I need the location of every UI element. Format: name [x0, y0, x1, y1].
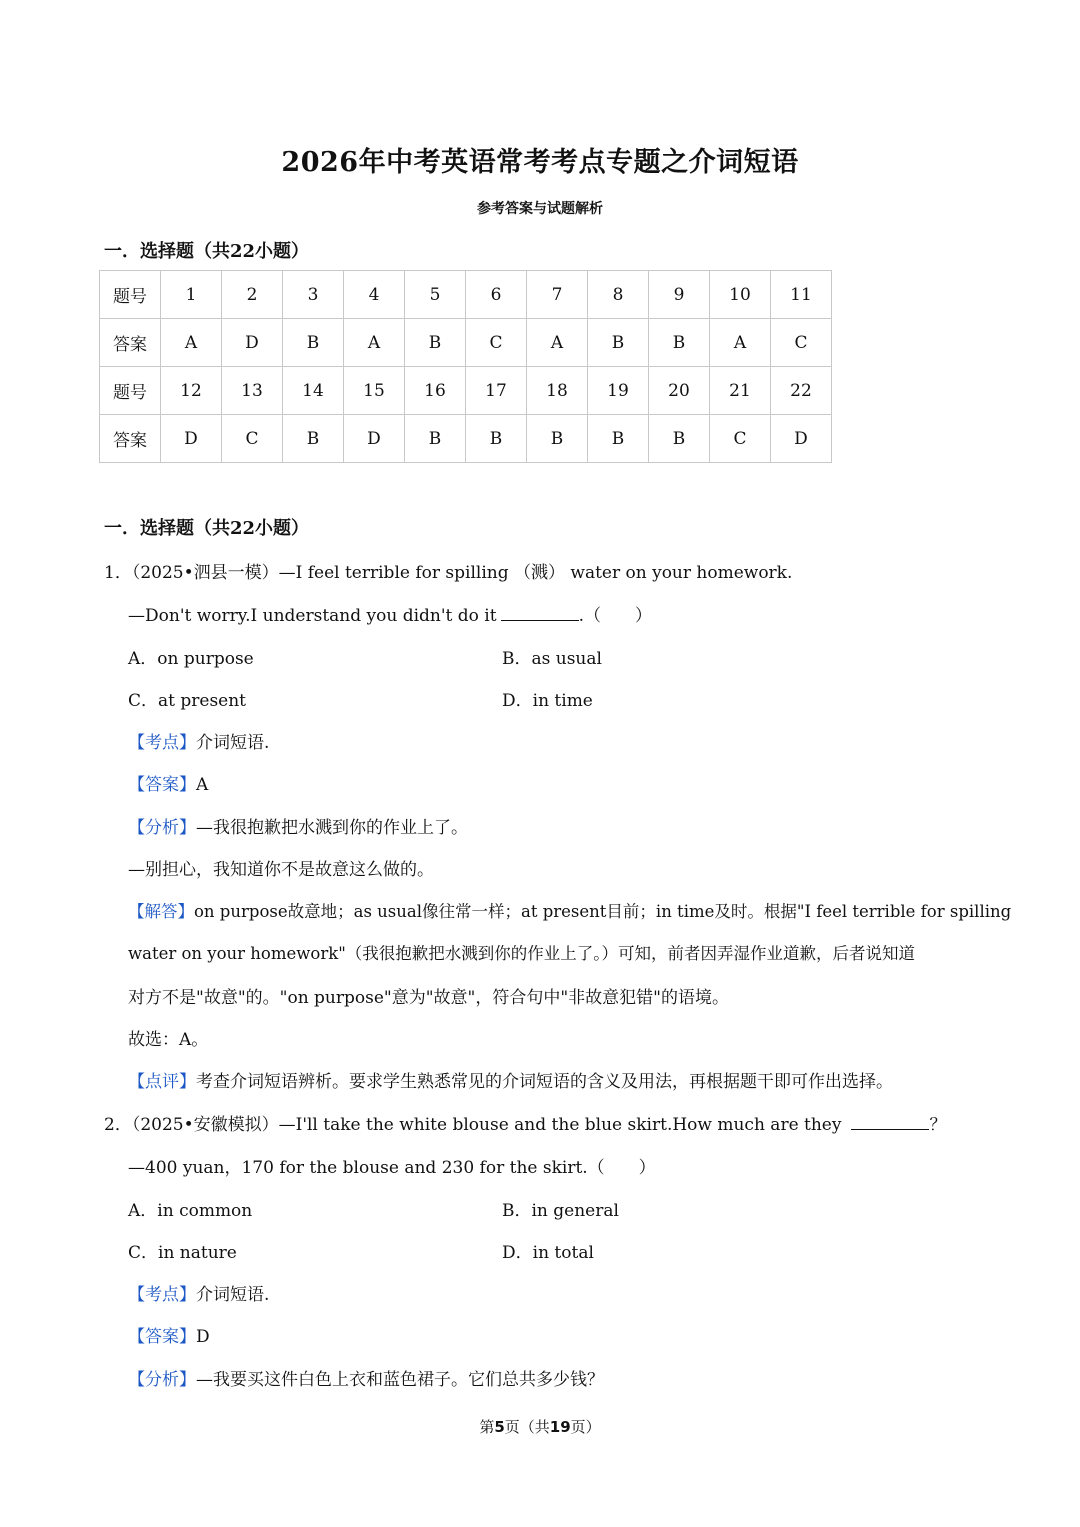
table-row	[100, 319, 832, 367]
table-cell: 13	[222, 367, 283, 415]
section-heading-questions: 一．选择题（共22小题）	[104, 518, 310, 539]
table-cell: B	[527, 415, 588, 463]
question-2-answer	[128, 1322, 210, 1347]
table-cell: A	[527, 319, 588, 367]
question-2-option-c: C．in nature	[128, 1243, 237, 1263]
daan-text: D	[196, 1327, 210, 1347]
table-cell: A	[344, 319, 405, 367]
table-row-header: 答案	[100, 319, 161, 367]
jieda-text-1: on purpose故意地；as usual像往常一样；at present目前；in time及时。根据"I feel terrible for spilling	[194, 902, 1012, 921]
table-row	[100, 415, 832, 463]
question-1-solution-3: 对方不是"故意"的。"on purpose"意为"故意"，符合句中"非故意犯错"的语境。	[128, 988, 730, 1008]
kaodian-text: 介词短语.	[196, 733, 270, 753]
table-cell: A	[161, 319, 222, 367]
table-cell: B	[283, 415, 344, 463]
table-cell: 9	[649, 271, 710, 319]
table-cell: 7	[527, 271, 588, 319]
table-cell: 21	[710, 367, 771, 415]
table-cell: D	[771, 415, 832, 463]
table-cell: D	[222, 319, 283, 367]
table-cell: 19	[588, 367, 649, 415]
fenxi-text: —我很抱歉把水溅到你的作业上了。	[196, 818, 468, 838]
question-1-line2	[128, 601, 652, 626]
table-cell: B	[649, 319, 710, 367]
question-2-analysis	[128, 1365, 604, 1390]
question-1-option-d: D．in time	[502, 691, 593, 711]
table-cell: 17	[466, 367, 527, 415]
question-2-stem-text: 2．（2025•安徽模拟）—I'll take the white blouse and the blue skirt.How much are they	[104, 1115, 842, 1135]
question-1-solution-2: water on your homework"（我很抱歉把水溅到你的作业上了。）可知，前者因弄湿作业道歉，后者说知道	[128, 944, 916, 963]
footer-mid: 页（共	[504, 1418, 550, 1436]
table-cell: C	[710, 415, 771, 463]
table-cell: B	[405, 319, 466, 367]
daan-text: A	[196, 775, 209, 795]
answer-blank	[501, 602, 579, 621]
question-2-option-a: A．in common	[128, 1201, 253, 1221]
kaodian-tag: 【考点】	[128, 733, 196, 753]
table-cell: 12	[161, 367, 222, 415]
footer-total-pages: 19	[549, 1418, 571, 1436]
jieda-tag: 【解答】	[128, 902, 194, 921]
fenxi-text: —我要买这件白色上衣和蓝色裙子。它们总共多少钱？	[196, 1370, 604, 1390]
question-1-kaodian	[128, 728, 269, 753]
dianping-tag: 【点评】	[128, 1072, 196, 1092]
section-heading-answers: 一．选择题（共22小题）	[104, 241, 310, 262]
question-2-line2: —400 yuan，170 for the blouse and 230 for the skirt.（ ）	[128, 1158, 656, 1178]
question-1-choice: 故选：A。	[128, 1030, 209, 1050]
question-1-option-c: C．at present	[128, 691, 247, 711]
daan-tag: 【答案】	[128, 1327, 196, 1347]
footer-post: 页）	[570, 1418, 601, 1436]
question-1-option-b: B．as usual	[502, 649, 602, 669]
table-cell: C	[466, 319, 527, 367]
table-cell: 18	[527, 367, 588, 415]
answer-blank	[851, 1111, 929, 1130]
table-cell: 15	[344, 367, 405, 415]
question-1-line2-text: —Don't worry.I understand you didn't do it	[128, 606, 497, 626]
table-cell: C	[222, 415, 283, 463]
table-cell: 22	[771, 367, 832, 415]
fenxi-tag: 【分析】	[128, 818, 196, 838]
page-footer	[0, 1416, 1080, 1437]
footer-page-number: 5	[494, 1418, 505, 1436]
dianping-text: 考查介词短语辨析。要求学生熟悉常见的介词短语的含义及用法，再根据题干即可作出选择。	[196, 1072, 893, 1092]
fenxi-tag: 【分析】	[128, 1370, 196, 1390]
table-cell: B	[588, 319, 649, 367]
question-1-analysis	[128, 813, 468, 838]
question-2-stem-end: ？	[929, 1115, 947, 1135]
table-cell: B	[405, 415, 466, 463]
table-cell: 10	[710, 271, 771, 319]
daan-tag: 【答案】	[128, 775, 196, 795]
table-cell: 20	[649, 367, 710, 415]
table-cell: 14	[283, 367, 344, 415]
table-cell: D	[344, 415, 405, 463]
table-cell: A	[710, 319, 771, 367]
document-subtitle: 参考答案与试题解析	[477, 201, 603, 217]
footer-pre: 第	[479, 1418, 495, 1436]
question-2-stem	[104, 1110, 946, 1135]
table-cell: B	[466, 415, 527, 463]
question-1-solution	[128, 898, 1011, 922]
table-row	[100, 367, 832, 415]
kaodian-tag: 【考点】	[128, 1285, 196, 1305]
answer-table	[99, 270, 832, 463]
kaodian-text: 介词短语.	[196, 1285, 270, 1305]
question-1-option-a: A．on purpose	[128, 649, 254, 669]
question-1-analysis-2: —别担心，我知道你不是故意这么做的。	[128, 860, 434, 880]
question-1-comment	[128, 1067, 893, 1092]
table-cell: 11	[771, 271, 832, 319]
table-row-header: 题号	[100, 367, 161, 415]
table-cell: C	[771, 319, 832, 367]
table-cell: 8	[588, 271, 649, 319]
question-1-stem: 1．（2025•泗县一模）—I feel terrible for spilling （溅） water on your homework.	[104, 563, 793, 583]
table-row	[100, 271, 832, 319]
table-row-header: 答案	[100, 415, 161, 463]
table-cell: 5	[405, 271, 466, 319]
table-cell: 4	[344, 271, 405, 319]
table-cell: 6	[466, 271, 527, 319]
table-cell: 1	[161, 271, 222, 319]
question-2-option-b: B．in general	[502, 1201, 619, 1221]
table-cell: B	[649, 415, 710, 463]
question-2-kaodian	[128, 1280, 269, 1305]
table-cell: 16	[405, 367, 466, 415]
question-1-line2-end: .（ ）	[578, 606, 652, 626]
document-title: 2026年中考英语常考考点专题之介词短语	[281, 147, 799, 178]
table-row-header: 题号	[100, 271, 161, 319]
table-cell: B	[588, 415, 649, 463]
question-1-answer	[128, 770, 208, 795]
table-cell: 3	[283, 271, 344, 319]
table-cell: B	[283, 319, 344, 367]
question-2-option-d: D．in total	[502, 1243, 594, 1263]
table-cell: 2	[222, 271, 283, 319]
table-cell: D	[161, 415, 222, 463]
